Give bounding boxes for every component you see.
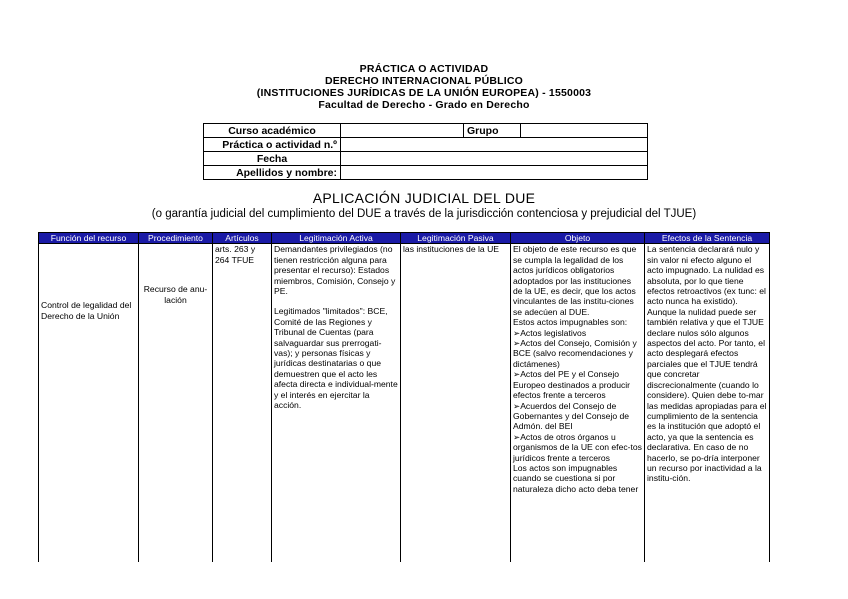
header-line-3: (INSTITUCIONES JURÍDICAS DE LA UNIÓN EUROPEA) - 1550003 xyxy=(256,87,592,99)
objeto-cell xyxy=(511,244,645,563)
header-objeto: Objeto xyxy=(511,233,645,244)
student-info-table xyxy=(203,123,648,180)
grupo-label: Grupo xyxy=(464,124,521,138)
header-line-4: Facultad de Derecho - Grado en Derecho xyxy=(318,99,530,111)
header-pasiva: Legitimación Pasiva xyxy=(401,233,511,244)
efectos-cell: La sentencia declarará nulo y sin valor ni efecto alguno el acto impugnado. La nulidad es absoluta, por lo que tiene efectos retroactivos (ex tunc: el acto nunca ha existido). Aunque la nulidad puede ser también relativa y que el TJUE declare nulos sólo algunos aspectos del acto. Por tanto, el acto desplegará efectos parciales que el TJUE tendrá que concretar discrecionalmente (cuando lo considere). Quien debe to-mar las medidas apropiadas para el cumplimiento de la sentencia es la institución que adoptó el acto, ya que la sentencia es declarativa. En caso de no hacerlo, se po-dría interponer un recurso por inactividad a la institu-ción. xyxy=(645,244,770,563)
articulos-cell: arts. 263 y 264 TFUE xyxy=(213,244,272,563)
activa-cell xyxy=(272,244,401,563)
header-efectos: Efectos de la Sentencia xyxy=(645,233,770,244)
practica-field[interactable] xyxy=(341,138,648,152)
header-funcion: Función del recurso xyxy=(39,233,139,244)
fecha-field[interactable] xyxy=(341,152,648,166)
apellidos-label: Apellidos y nombre: xyxy=(204,166,341,180)
objeto-outro: Los actos son impugnables cuando se cuestiona si por naturaleza dicho acto deba tener xyxy=(513,462,639,494)
funcion-cell: Control de legalidad del Derecho de la Unión xyxy=(39,244,139,563)
header-line-2: DERECHO INTERNACIONAL PÚBLICO xyxy=(324,75,524,87)
procedimiento-cell: Recurso de anu-lación xyxy=(139,244,213,563)
header-activa: Legitimación Activa xyxy=(272,233,401,244)
page-subtitle: (o garantía judicial del cumplimiento del DUE a través de la jurisdicción contenciosa y prejudicial del TJUE) xyxy=(151,208,697,220)
page-title: APLICACIÓN JUDICIAL DEL DUE xyxy=(312,190,536,206)
apellidos-field[interactable] xyxy=(341,166,648,180)
objeto-item: ➢ Actos de otros órganos u organismos de la UE con efec-tos jurídicos frente a terceros xyxy=(513,432,642,463)
objeto-intro: El objeto de este recurso es que se cumpla la legalidad de los actos jurídicos obligatorios adoptados por las instituciones de la UE, es decir, que los actos vinculantes de las institu-ciones se adecúen al DUE. xyxy=(513,244,637,317)
document-header xyxy=(0,63,848,111)
grupo-field[interactable] xyxy=(521,124,648,138)
header-procedimiento: Procedimiento xyxy=(139,233,213,244)
header-articulos: Artículos xyxy=(213,233,272,244)
objeto-item: ➢ Actos del PE y el Consejo Europeo destinados a producir efectos frente a terceros xyxy=(513,369,642,400)
practica-label: Práctica o actividad n.º xyxy=(204,138,341,152)
objeto-item: ➢ Acuerdos del Consejo de Gobernantes y del Consejo de Admón. del BEI xyxy=(513,401,642,432)
fecha-label: Fecha xyxy=(204,152,341,166)
objeto-item: ➢ Actos del Consejo, Comisión y BCE (salvo recomendaciones y dictámenes) xyxy=(513,338,642,369)
header-line-1: PRÁCTICA O ACTIVIDAD xyxy=(359,63,489,75)
table-row xyxy=(39,244,770,563)
judicial-application-table xyxy=(38,232,770,562)
table-header-row xyxy=(39,233,770,244)
pasiva-cell: las instituciones de la UE xyxy=(401,244,511,563)
objeto-item: ➢ Actos legislativos xyxy=(513,328,642,338)
objeto-list-intro: Estos actos impugnables son: xyxy=(513,317,628,328)
curso-label: Curso académico xyxy=(204,124,341,138)
activa-paragraph-1: Demandantes privilegiados (no tienen restricción alguna para presentar el recurso): Estados miembros, Comisión, Consejo y PE. xyxy=(274,244,396,297)
curso-field[interactable] xyxy=(341,124,464,138)
activa-paragraph-2: Legitimados "limitados": BCE, Comité de las Regiones y Tribunal de Cuentas (para salvaguardar sus prerrogati-vas); y personas físicas y jurídicas destinatarias o que demuestren que el acto les afecta directa e individual-mente y el interés en ejercitar la acción. xyxy=(274,306,398,411)
